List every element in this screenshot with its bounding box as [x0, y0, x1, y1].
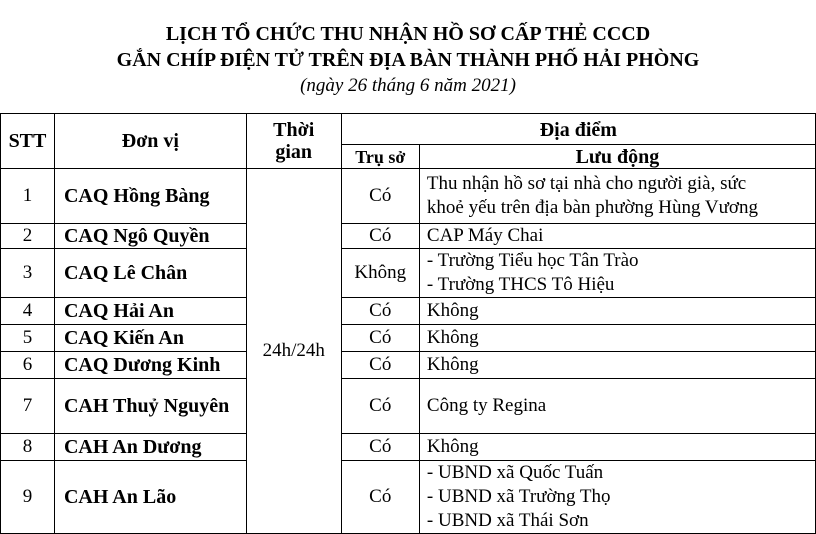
schedule-table — [0, 113, 816, 534]
mobile-line: Không — [426, 327, 479, 348]
header-stt: STT — [1, 114, 55, 169]
mobile-line: - UBND xã Trường Thọ — [426, 486, 611, 507]
table-row — [1, 325, 816, 352]
table-row — [1, 249, 816, 298]
row-hq: Có — [341, 352, 419, 379]
row-unit: CAQ Dương Kinh — [54, 352, 246, 379]
document-title-line-2: GẮN CHÍP ĐIỆN TỬ TRÊN ĐỊA BÀN THÀNH PHỐ HẢI PHÒNG — [116, 49, 700, 71]
row-unit: CAQ Hải An — [54, 298, 246, 325]
header-time-line-1: Thời — [273, 119, 315, 141]
row-mobile — [419, 169, 815, 224]
row-hq: Có — [341, 379, 419, 434]
table-row — [1, 298, 816, 325]
row-stt: 1 — [1, 169, 55, 224]
row-stt: 3 — [1, 249, 55, 298]
row-hq: Có — [341, 434, 419, 461]
table-row — [1, 169, 816, 224]
row-stt: 6 — [1, 352, 55, 379]
mobile-line: CAP Máy Chai — [426, 225, 544, 246]
mobile-line: - Trường Tiểu học Tân Trào — [426, 250, 639, 271]
row-mobile — [419, 434, 815, 461]
mobile-line: khoẻ yếu trên địa bàn phường Hùng Vương — [426, 197, 758, 218]
header-location: Địa điểm — [341, 114, 815, 145]
header-time-line-2: gian — [275, 141, 313, 163]
row-unit: CAH An Lão — [54, 461, 246, 534]
mobile-line: Thu nhận hồ sơ tại nhà cho người già, sức — [426, 173, 747, 194]
header-mobile: Lưu động — [419, 145, 815, 169]
row-hq: Có — [341, 169, 419, 224]
row-hq: Có — [341, 461, 419, 534]
table-row — [1, 379, 816, 434]
row-mobile — [419, 224, 815, 249]
row-unit: CAQ Kiến An — [54, 325, 246, 352]
mobile-line: - Trường THCS Tô Hiệu — [426, 274, 615, 295]
row-mobile — [419, 379, 815, 434]
row-hq: Có — [341, 325, 419, 352]
mobile-line: Không — [426, 436, 479, 457]
row-hq: Có — [341, 224, 419, 249]
document-title-line-1: LỊCH TỔ CHỨC THU NHẬN HỒ SƠ CẤP THẺ CCCD — [165, 23, 651, 45]
row-mobile — [419, 298, 815, 325]
table-row — [1, 434, 816, 461]
mobile-line: - UBND xã Thái Sơn — [426, 510, 589, 531]
row-unit: CAQ Ngô Quyền — [54, 224, 246, 249]
row-stt: 2 — [1, 224, 55, 249]
table-row — [1, 352, 816, 379]
time-value: 24h/24h — [246, 169, 341, 534]
table-row — [1, 224, 816, 249]
row-stt: 5 — [1, 325, 55, 352]
header-hq: Trụ sở — [341, 145, 419, 169]
header-time — [246, 114, 341, 169]
row-unit: CAH An Dương — [54, 434, 246, 461]
header-unit: Đơn vị — [54, 114, 246, 169]
row-stt: 4 — [1, 298, 55, 325]
row-mobile — [419, 461, 815, 534]
row-hq: Không — [341, 249, 419, 298]
row-stt: 7 — [1, 379, 55, 434]
mobile-line: Không — [426, 354, 479, 375]
row-stt: 8 — [1, 434, 55, 461]
row-stt: 9 — [1, 461, 55, 534]
mobile-line: Công ty Regina — [426, 395, 547, 416]
row-hq: Có — [341, 298, 419, 325]
table-row — [1, 461, 816, 534]
row-mobile — [419, 325, 815, 352]
row-unit: CAH Thuỷ Nguyên — [54, 379, 246, 434]
row-mobile — [419, 352, 815, 379]
row-mobile — [419, 249, 815, 298]
row-unit: CAQ Lê Chân — [54, 249, 246, 298]
table-header — [1, 114, 816, 169]
row-unit: CAQ Hồng Bàng — [54, 169, 246, 224]
table-body — [1, 169, 816, 534]
mobile-line: Không — [426, 300, 479, 321]
mobile-line: - UBND xã Quốc Tuấn — [426, 462, 604, 483]
document-date: (ngày 26 tháng 6 năm 2021) — [300, 75, 516, 96]
